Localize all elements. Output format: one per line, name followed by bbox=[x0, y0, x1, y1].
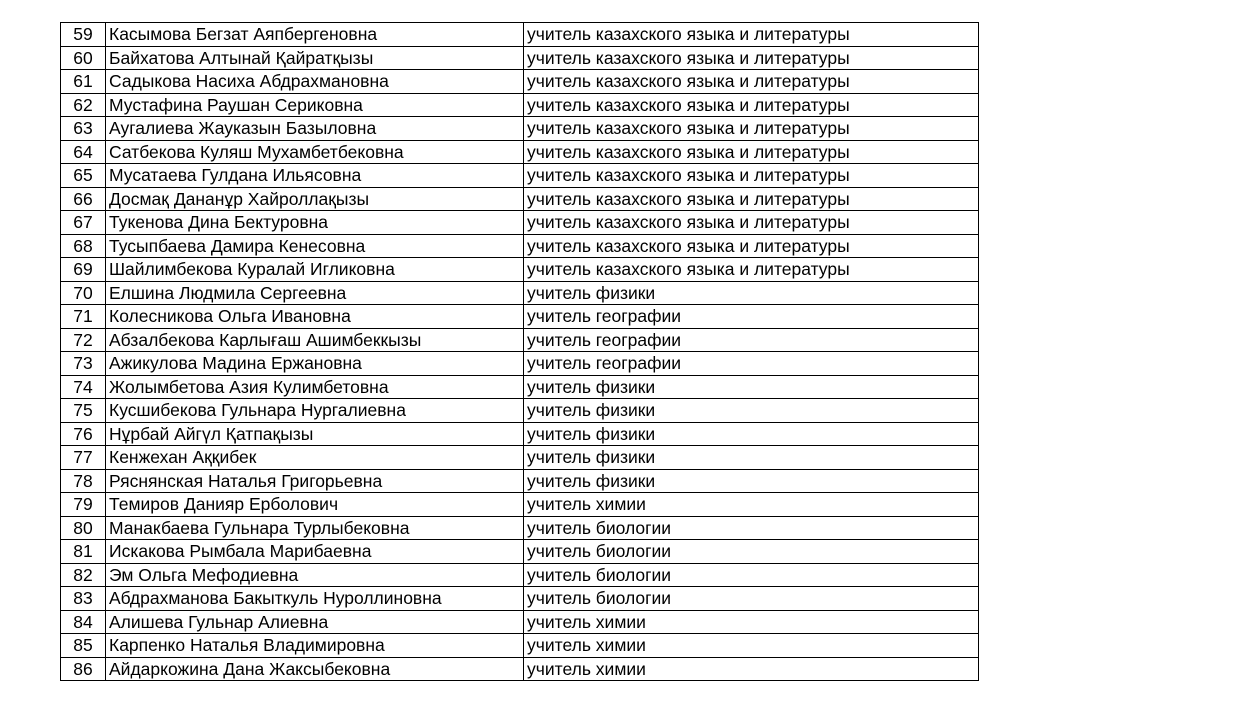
teacher-position: учитель географии bbox=[524, 328, 979, 352]
teacher-position: учитель физики bbox=[524, 399, 979, 423]
table-row bbox=[61, 469, 979, 493]
teacher-name: Касымова Бегзат Аяпбергеновна bbox=[106, 23, 524, 47]
row-number: 66 bbox=[61, 187, 106, 211]
table-row bbox=[61, 164, 979, 188]
teacher-position: учитель казахского языка и литературы bbox=[524, 140, 979, 164]
table-row bbox=[61, 23, 979, 47]
staff-table bbox=[60, 22, 979, 681]
teacher-name: Колесникова Ольга Ивановна bbox=[106, 305, 524, 329]
teacher-name: Байхатова Алтынай Қайратқызы bbox=[106, 46, 524, 70]
teacher-name: Досмақ Дананұр Хайроллақызы bbox=[106, 187, 524, 211]
row-number: 84 bbox=[61, 610, 106, 634]
teacher-name: Жолымбетова Азия Кулимбетовна bbox=[106, 375, 524, 399]
teacher-position: учитель физики bbox=[524, 281, 979, 305]
teacher-name: Тукенова Дина Бектуровна bbox=[106, 211, 524, 235]
teacher-position: учитель химии bbox=[524, 493, 979, 517]
table-row bbox=[61, 70, 979, 94]
table-row bbox=[61, 634, 979, 658]
row-number: 86 bbox=[61, 657, 106, 681]
table-row bbox=[61, 540, 979, 564]
teacher-name: Кусшибекова Гульнара Нургалиевна bbox=[106, 399, 524, 423]
table-row bbox=[61, 610, 979, 634]
table-row bbox=[61, 375, 979, 399]
teacher-name: Тусыпбаева Дамира Кенесовна bbox=[106, 234, 524, 258]
table-row bbox=[61, 258, 979, 282]
teacher-name: Ряснянская Наталья Григорьевна bbox=[106, 469, 524, 493]
table-row bbox=[61, 281, 979, 305]
teacher-name: Мусатаева Гулдана Ильясовна bbox=[106, 164, 524, 188]
row-number: 67 bbox=[61, 211, 106, 235]
teacher-position: учитель биологии bbox=[524, 587, 979, 611]
row-number: 77 bbox=[61, 446, 106, 470]
table-row bbox=[61, 93, 979, 117]
row-number: 72 bbox=[61, 328, 106, 352]
teacher-position: учитель биологии bbox=[524, 516, 979, 540]
teacher-position: учитель географии bbox=[524, 305, 979, 329]
teacher-position: учитель казахского языка и литературы bbox=[524, 258, 979, 282]
row-number: 78 bbox=[61, 469, 106, 493]
table-row bbox=[61, 587, 979, 611]
table-row bbox=[61, 234, 979, 258]
row-number: 62 bbox=[61, 93, 106, 117]
teacher-name: Кенжехан Аққибек bbox=[106, 446, 524, 470]
row-number: 71 bbox=[61, 305, 106, 329]
teacher-position: учитель казахского языка и литературы bbox=[524, 234, 979, 258]
table-row bbox=[61, 46, 979, 70]
table-row bbox=[61, 305, 979, 329]
teacher-name: Шайлимбекова Куралай Игликовна bbox=[106, 258, 524, 282]
table-row bbox=[61, 328, 979, 352]
teacher-position: учитель казахского языка и литературы bbox=[524, 211, 979, 235]
teacher-position: учитель казахского языка и литературы bbox=[524, 70, 979, 94]
teacher-position: учитель казахского языка и литературы bbox=[524, 187, 979, 211]
teacher-name: Елшина Людмила Сергеевна bbox=[106, 281, 524, 305]
table-row bbox=[61, 140, 979, 164]
table-row bbox=[61, 657, 979, 681]
teacher-name: Абзалбекова Карлығаш Ашимбеккызы bbox=[106, 328, 524, 352]
table-row bbox=[61, 399, 979, 423]
teacher-name: Манакбаева Гульнара Турлыбековна bbox=[106, 516, 524, 540]
table-row bbox=[61, 563, 979, 587]
table-row bbox=[61, 446, 979, 470]
row-number: 83 bbox=[61, 587, 106, 611]
teacher-position: учитель физики bbox=[524, 446, 979, 470]
row-number: 60 bbox=[61, 46, 106, 70]
teacher-name: Искакова Рымбала Марибаевна bbox=[106, 540, 524, 564]
row-number: 70 bbox=[61, 281, 106, 305]
teacher-position: учитель физики bbox=[524, 375, 979, 399]
row-number: 74 bbox=[61, 375, 106, 399]
row-number: 73 bbox=[61, 352, 106, 376]
staff-table-body bbox=[61, 23, 979, 681]
teacher-name: Айдаркожина Дана Жаксыбековна bbox=[106, 657, 524, 681]
teacher-name: Нұрбай Айгүл Қатпақызы bbox=[106, 422, 524, 446]
teacher-name: Мустафина Раушан Сериковна bbox=[106, 93, 524, 117]
teacher-position: учитель химии bbox=[524, 634, 979, 658]
teacher-name: Ажикулова Мадина Ержановна bbox=[106, 352, 524, 376]
teacher-position: учитель казахского языка и литературы bbox=[524, 46, 979, 70]
teacher-position: учитель биологии bbox=[524, 563, 979, 587]
table-row bbox=[61, 493, 979, 517]
row-number: 75 bbox=[61, 399, 106, 423]
teacher-name: Темиров Данияр Ерболович bbox=[106, 493, 524, 517]
row-number: 85 bbox=[61, 634, 106, 658]
row-number: 64 bbox=[61, 140, 106, 164]
teacher-position: учитель казахского языка и литературы bbox=[524, 117, 979, 141]
teacher-name: Садыкова Насиха Абдрахмановна bbox=[106, 70, 524, 94]
teacher-position: учитель казахского языка и литературы bbox=[524, 164, 979, 188]
row-number: 79 bbox=[61, 493, 106, 517]
table-row bbox=[61, 211, 979, 235]
teacher-position: учитель казахского языка и литературы bbox=[524, 93, 979, 117]
row-number: 68 bbox=[61, 234, 106, 258]
teacher-name: Сатбекова Куляш Мухамбетбековна bbox=[106, 140, 524, 164]
table-row bbox=[61, 422, 979, 446]
teacher-position: учитель физики bbox=[524, 469, 979, 493]
row-number: 65 bbox=[61, 164, 106, 188]
row-number: 59 bbox=[61, 23, 106, 47]
row-number: 61 bbox=[61, 70, 106, 94]
row-number: 69 bbox=[61, 258, 106, 282]
teacher-name: Абдрахманова Бакыткуль Нуроллиновна bbox=[106, 587, 524, 611]
teacher-position: учитель биологии bbox=[524, 540, 979, 564]
table-row bbox=[61, 117, 979, 141]
table-row bbox=[61, 187, 979, 211]
row-number: 63 bbox=[61, 117, 106, 141]
row-number: 81 bbox=[61, 540, 106, 564]
teacher-position: учитель казахского языка и литературы bbox=[524, 23, 979, 47]
row-number: 82 bbox=[61, 563, 106, 587]
teacher-position: учитель географии bbox=[524, 352, 979, 376]
teacher-position: учитель химии bbox=[524, 610, 979, 634]
teacher-name: Аугалиева Жауказын Базыловна bbox=[106, 117, 524, 141]
teacher-name: Эм Ольга Мефодиевна bbox=[106, 563, 524, 587]
teacher-position: учитель физики bbox=[524, 422, 979, 446]
row-number: 80 bbox=[61, 516, 106, 540]
teacher-name: Карпенко Наталья Владимировна bbox=[106, 634, 524, 658]
table-row bbox=[61, 352, 979, 376]
table-row bbox=[61, 516, 979, 540]
row-number: 76 bbox=[61, 422, 106, 446]
teacher-name: Алишева Гульнар Алиевна bbox=[106, 610, 524, 634]
teacher-position: учитель химии bbox=[524, 657, 979, 681]
